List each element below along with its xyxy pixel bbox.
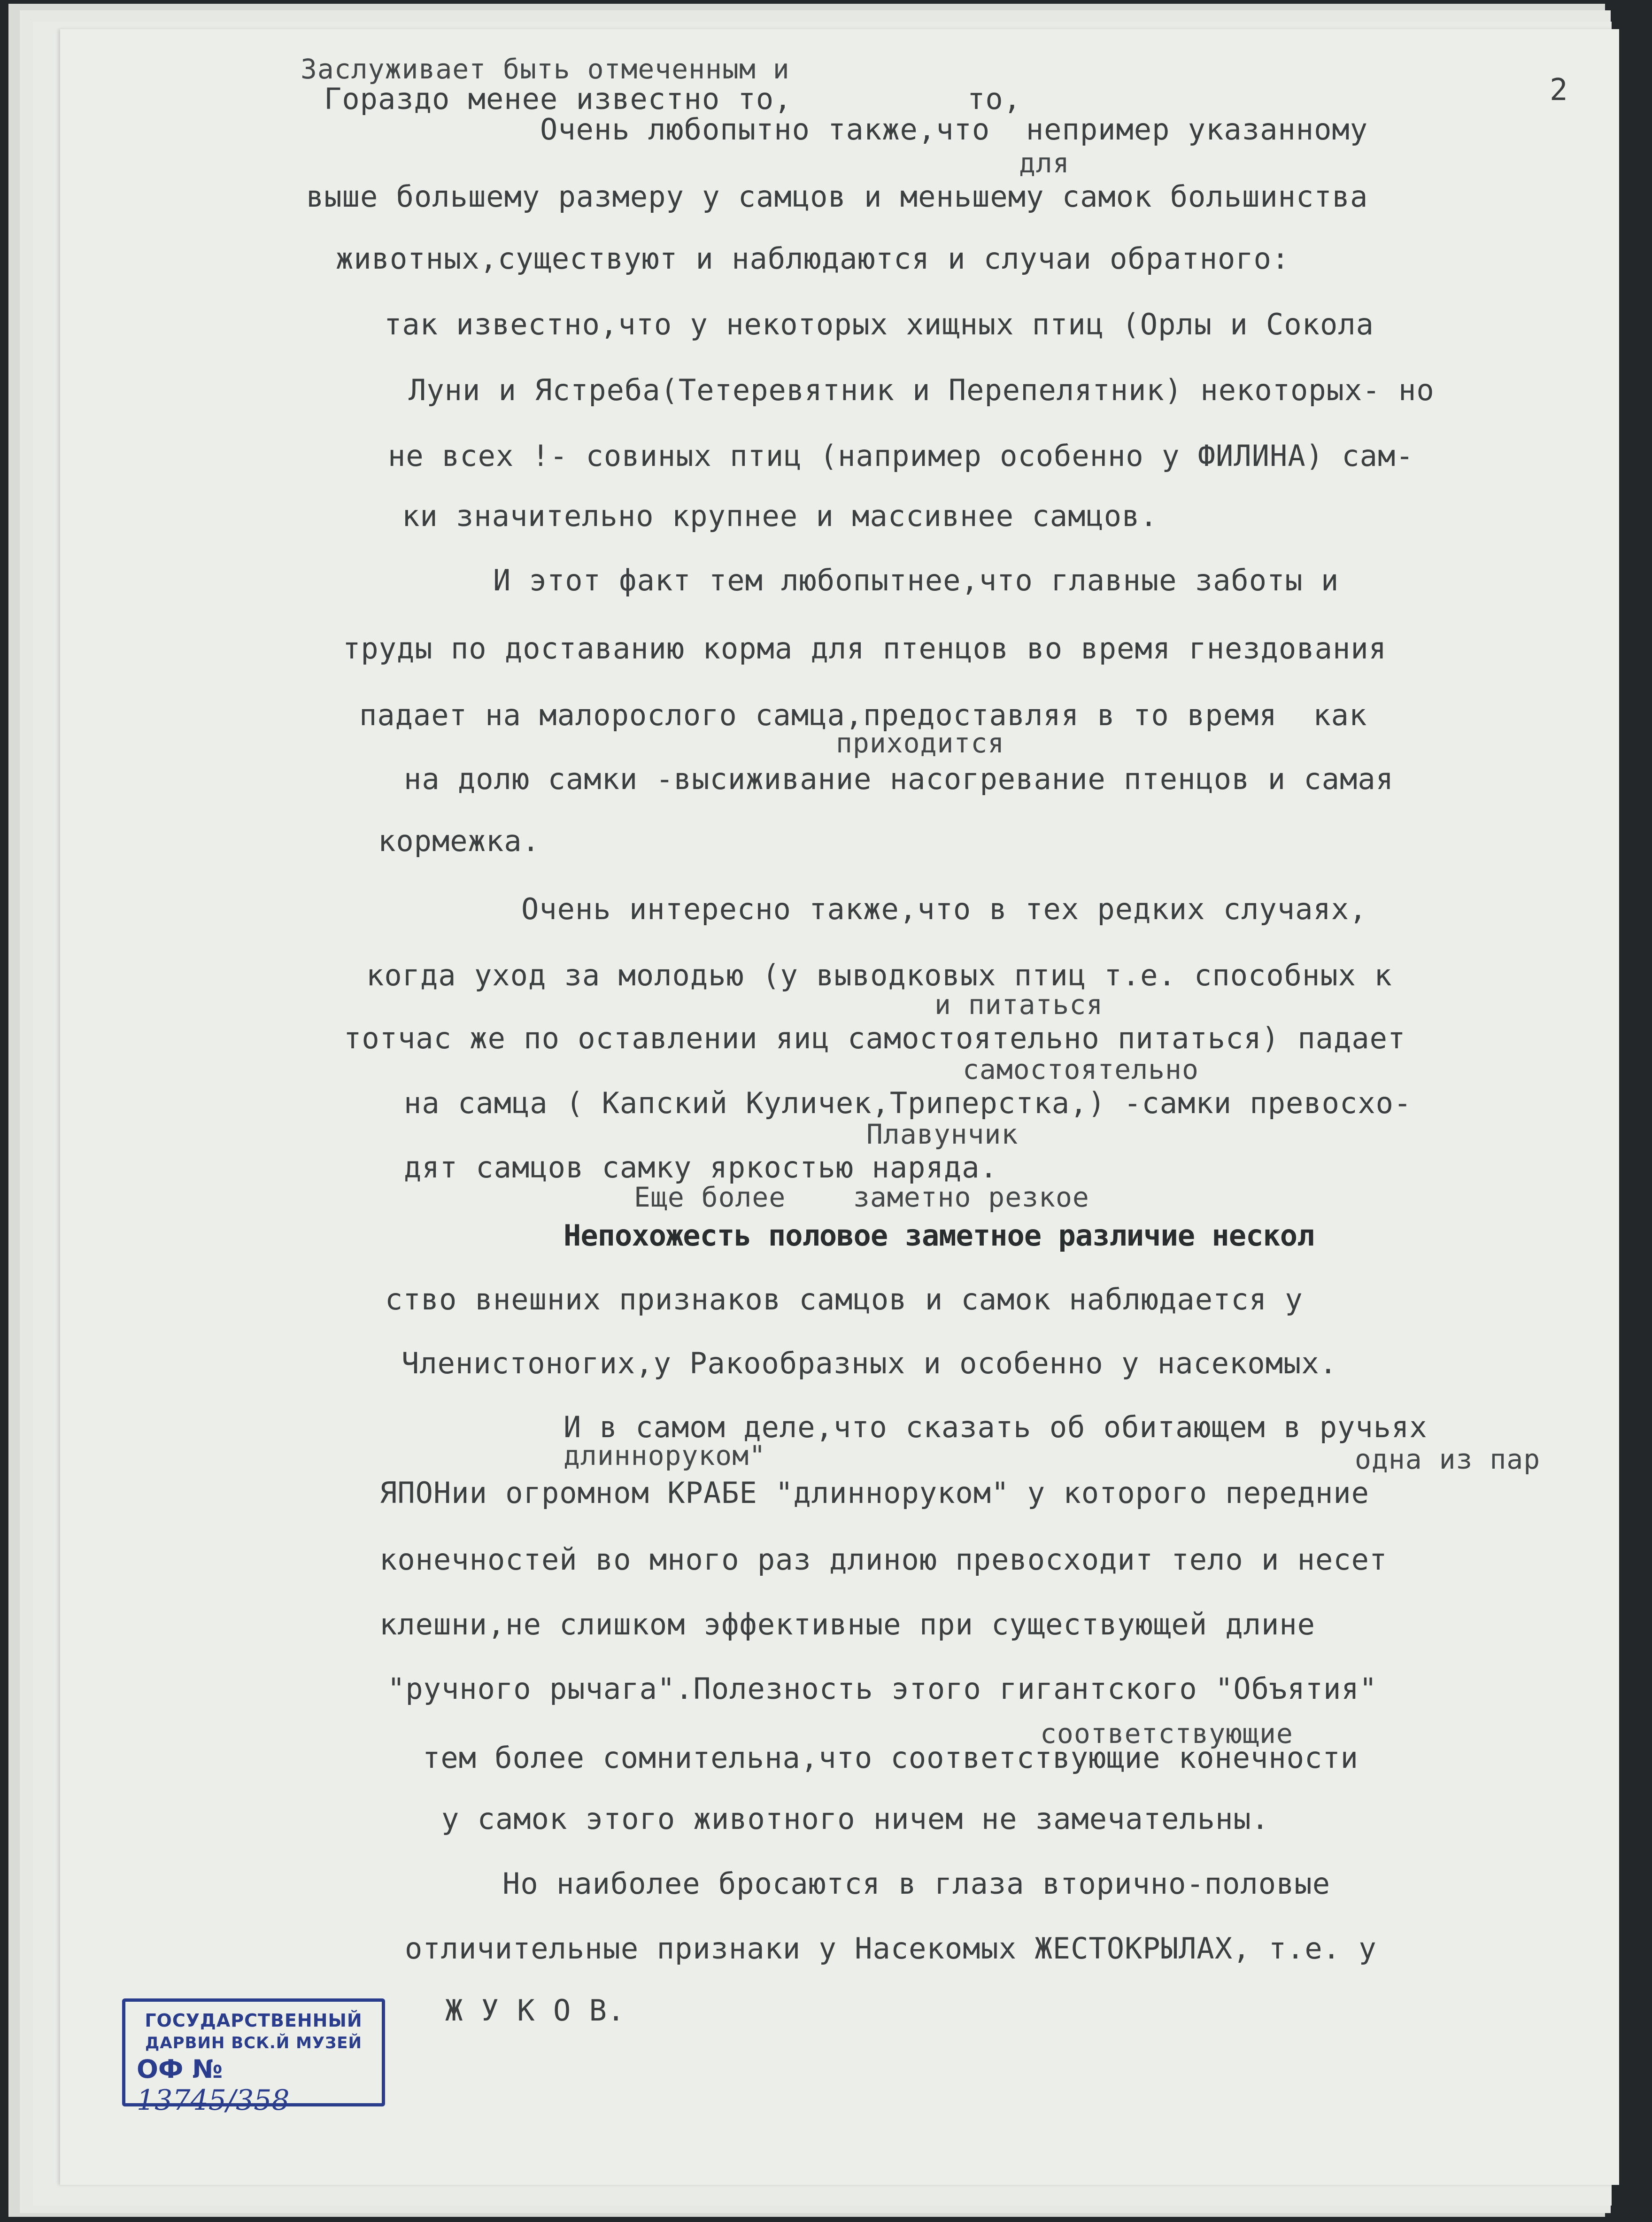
typed-line: дят самцов самку яркостью наряда. — [404, 1150, 998, 1185]
typed-line: животных,существуют и наблюдаются и случаи обратного: — [336, 241, 1290, 276]
typed-line: так известно,что у некоторых хищных птиц (Орлы и Сокола — [384, 307, 1374, 341]
inserted-line: и питаться — [934, 989, 1104, 1021]
typed-line: Очень интересно также,что в тех редких случаях, — [521, 892, 1367, 926]
museum-stamp — [122, 1998, 385, 2117]
typed-line: не всех !- совиных птиц (например особенно у ФИЛИНА) сам- — [388, 439, 1414, 473]
typed-line: когда уход за молодью (у выводковых птиц т.е. способных к — [366, 958, 1392, 992]
typed-line: на долю самки -высиживание насогревание птенцов и самая — [404, 762, 1394, 796]
inserted-line: Еще более заметно резкое — [634, 1181, 1089, 1213]
typed-line: ки значительно крупнее и массивнее самцов. — [402, 499, 1158, 533]
typed-line: Луни и Ястреба(Тетеревятник и Перепелятник) некоторых- но — [409, 373, 1435, 407]
typed-line: выше большему размеру у самцов и меньшему самок большинства — [306, 179, 1368, 214]
typed-line: ЯПОНии огромном КРАБЕ "длиннoруком" у которого передние — [379, 1476, 1369, 1510]
stamp-line-1: ГОСУДАРСТВЕННЫЙ — [145, 2010, 363, 2031]
typed-line: на самца ( Капский Куличек,Триперстка,) -самки превосхо- — [404, 1086, 1412, 1120]
inserted-line: Плавунчик — [866, 1118, 1019, 1150]
typed-line: Гораздо менее известно то, — [324, 82, 792, 116]
typed-line: у самок этого животного ничем не замечательны. — [441, 1802, 1270, 1836]
inserted-line: длиннoруком" — [564, 1440, 766, 1471]
inserted-line: соответствующие — [1040, 1718, 1293, 1750]
typed-line: конечностей во много раз длиною превосходит тело и несет — [379, 1542, 1388, 1577]
typed-line: ство внешних признаков самцов и самок наблюдается у — [385, 1282, 1303, 1316]
stamp-line-2: ДАРВИН ВСК.Й МУЗЕЙ — [145, 2034, 362, 2052]
page-number: 2 — [1550, 73, 1568, 108]
typed-line: тотчас же по оставлении яиц самостоятельно питаться) падает — [344, 1021, 1406, 1055]
inserted-line: одна из пар — [1355, 1443, 1541, 1475]
typed-line: "ручного рычага".Полезность этого гигантского "Объятия" — [387, 1672, 1377, 1706]
typed-line: И в самом деле,что сказать об обитающем в ручьях — [564, 1410, 1428, 1444]
inserted-line: для — [1019, 147, 1070, 179]
stamp-line-3 — [125, 2054, 382, 2117]
typed-line: клешни,не слишком эффективные при существующей длине — [379, 1607, 1316, 1641]
typed-line: Ж У К О В. — [445, 1993, 625, 2028]
typed-line: И этот факт тем любопытнее,что главные заботы и — [493, 563, 1339, 597]
typed-line: Но наиболее бросаются в глаза вторично-половые — [502, 1866, 1331, 1901]
typed-line: отличительные признаки у Насекомых ЖЕСТОКРЫЛАХ, т.е. у — [405, 1931, 1377, 1966]
inserted-line: самостоятельно — [963, 1053, 1199, 1085]
typed-line: тем более сомнительна,что соответствующие конечности — [423, 1741, 1359, 1775]
inserted-line: Заслуживает быть отмеченным и — [301, 53, 790, 85]
typed-line: Членистоногих,у Ракообразных и особенно у насекомых. — [401, 1346, 1338, 1380]
typed-line: падает на малорослого самца,предоставляя в то время как — [359, 698, 1367, 732]
typed-line: то, — [967, 82, 1021, 116]
typed-line: Очень любопытно также,что непример указанному — [540, 112, 1368, 147]
typed-line: кормежка. — [378, 824, 540, 858]
stamp-of-label: ОФ № — [137, 2054, 223, 2084]
stamp-handwritten-number: 13745/358 — [137, 2084, 290, 2117]
typed-line: труды по доставанию корма для птенцов во время гнездования — [343, 631, 1387, 666]
inserted-line: приходится — [836, 727, 1005, 759]
typed-line: Непохожесть половое заметное различие нескол — [564, 1218, 1314, 1253]
